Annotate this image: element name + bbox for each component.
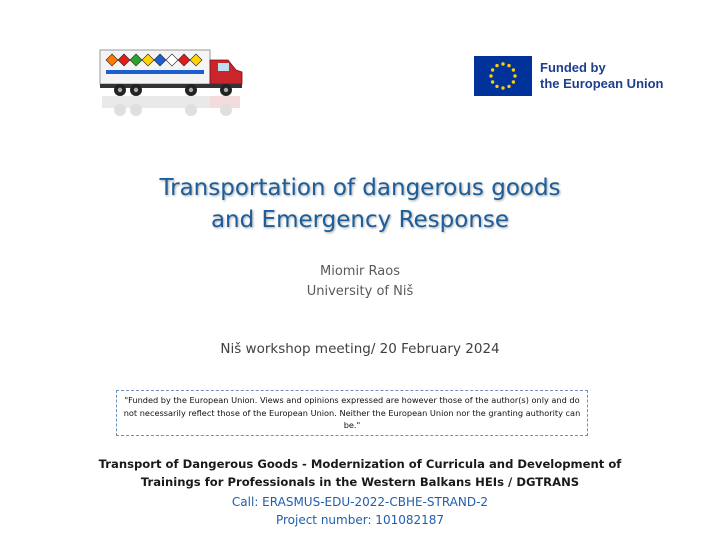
project-title <box>0 455 720 491</box>
meeting-info: Niš workshop meeting/ 20 February 2024 <box>220 341 500 357</box>
page-title <box>0 172 720 236</box>
disclaimer-box: "Funded by the European Union. Views and opinions expressed are however those of the author(s) only and do not necessarily reflect those of the European Union. Neither the European Union nor the granting authority can be." <box>116 390 588 436</box>
eu-funded-text <box>540 60 664 92</box>
eu-flag-icon <box>474 56 532 96</box>
project-line2: Trainings for Professionals in the Western Balkans HEIs / DGTRANS <box>140 475 580 489</box>
project-line1: Transport of Dangerous Goods - Modernization of Curricula and Development of <box>98 457 622 471</box>
project-number: Project number: 101082187 <box>275 513 445 527</box>
dgtrans-truck-logo-icon <box>96 44 246 130</box>
project-call: Call: ERASMUS-EDU-2022-CBHE-STRAND-2 <box>231 495 489 509</box>
title-line2: and Emergency Response <box>210 207 510 233</box>
project-call-block <box>0 493 720 529</box>
author-name: Miomir Raos <box>320 264 400 279</box>
author-block <box>0 262 720 302</box>
eu-funded-logo <box>474 56 674 98</box>
eu-text-line1: Funded by <box>540 60 606 75</box>
author-affiliation: University of Niš <box>306 284 414 299</box>
eu-text-line2: the European Union <box>540 76 664 91</box>
title-line1: Transportation of dangerous goods <box>159 175 561 201</box>
